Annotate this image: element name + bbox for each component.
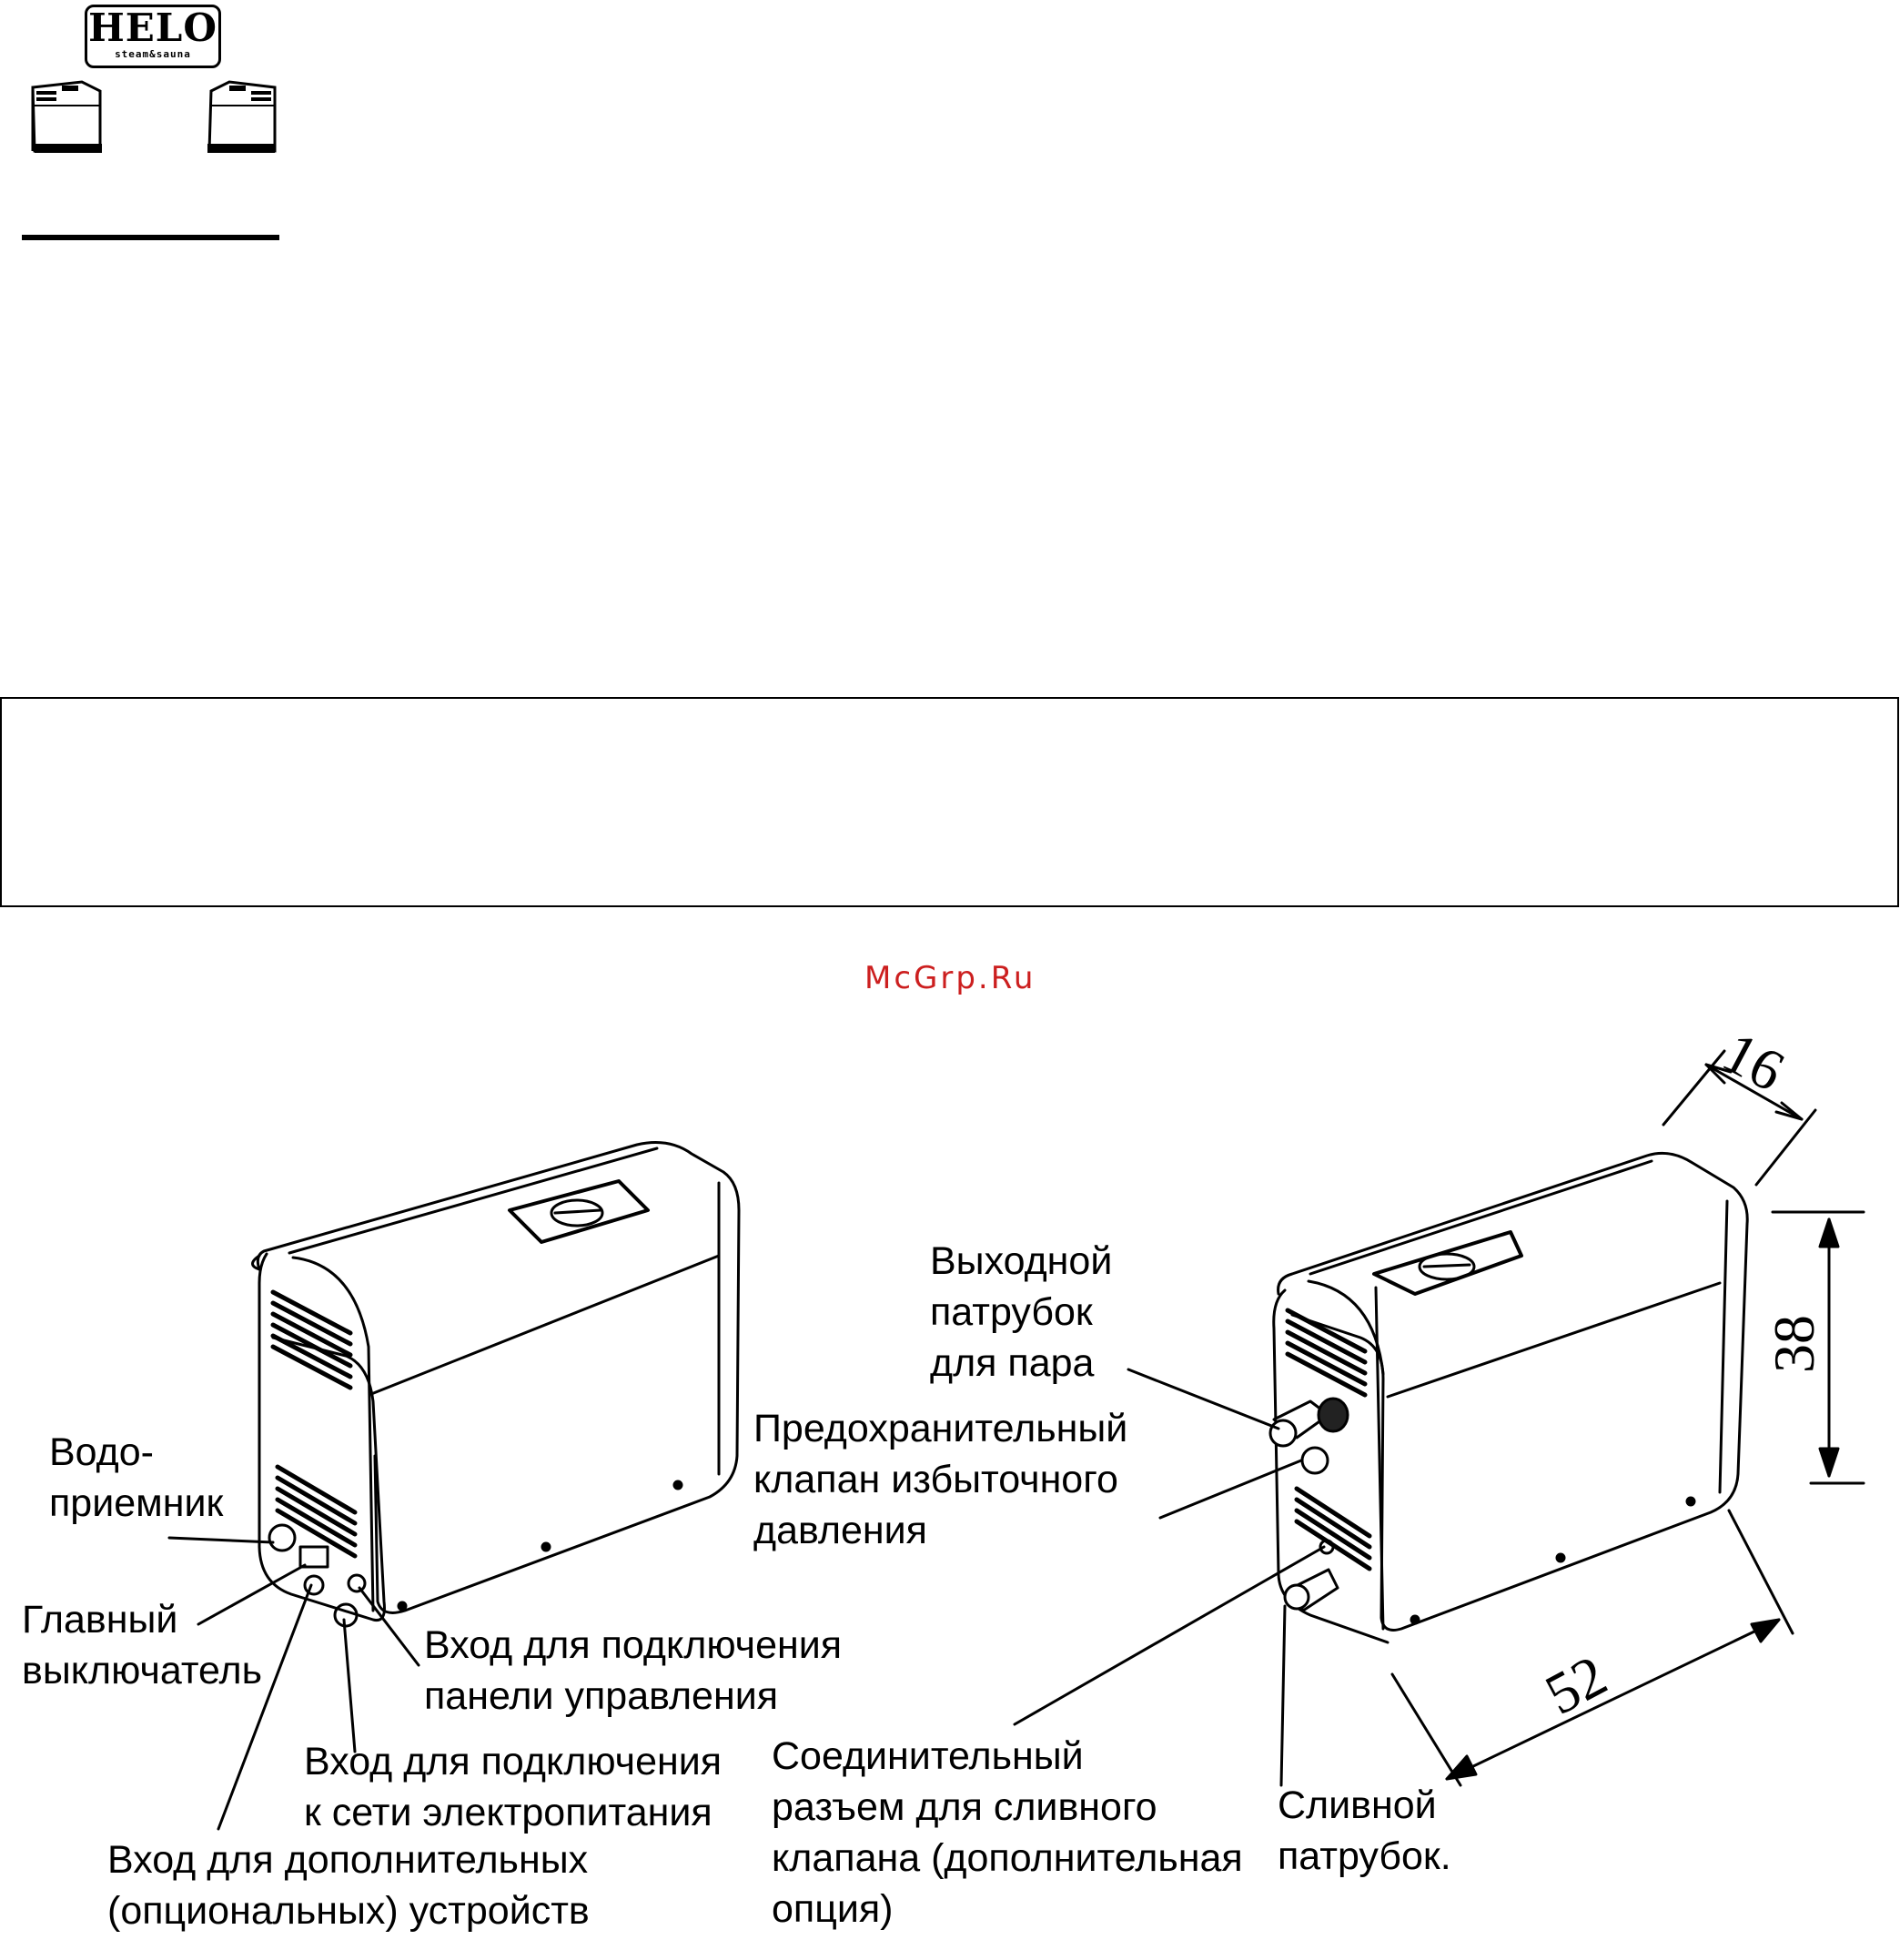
empty-frame [0,697,1899,907]
dimension-height: 38 [1762,1315,1826,1373]
label-line: Главный [22,1598,178,1642]
label-steam-outlet [930,1236,1112,1389]
label-optional-input [107,1834,590,1936]
generator-thumbnail-right [202,78,280,155]
label-line: Выходной [930,1239,1113,1283]
generator-thumbnail-left [27,78,106,155]
label-line: Соединительный [772,1734,1084,1778]
label-control-panel-input [424,1620,842,1722]
label-line: Водо- [49,1430,154,1474]
label-drain-pipe [1278,1780,1451,1882]
label-line: патрубок [930,1290,1093,1334]
label-safety-valve [753,1403,1127,1556]
label-water-inlet [49,1427,223,1529]
logo-subtitle: steam&sauna [115,48,191,60]
label-line: давления [753,1509,927,1552]
dimension-depth: 16 [1713,1019,1795,1104]
label-line: патрубок. [1278,1834,1451,1878]
dimension-length: 52 [1534,1642,1617,1727]
label-line: разъем для сливного [772,1785,1157,1829]
label-main-switch [22,1594,262,1696]
label-line: Предохранительный [753,1407,1128,1450]
label-line: к сети электропитания [304,1791,712,1834]
label-power-input [304,1736,722,1838]
label-line: панели управления [424,1674,779,1718]
label-line: опция) [772,1887,894,1931]
label-line: клапана (дополнительная [772,1836,1243,1880]
label-line: Сливной [1278,1783,1437,1827]
header-rule [22,235,279,240]
label-line: Вход для дополнительных [107,1838,589,1882]
right-generator-unit [1015,1051,1864,1785]
left-generator-unit [169,1143,739,1829]
label-line: выключатель [22,1649,263,1692]
helo-logo [85,5,221,68]
label-line: для пара [930,1341,1095,1385]
label-drain-connector [772,1731,1243,1935]
label-line: Вход для подключения [424,1623,843,1667]
watermark: McGrp.Ru [864,960,1036,996]
label-line: клапан избыточного [753,1458,1118,1501]
label-line: (опциональных) устройств [107,1889,590,1933]
logo-word: HELO [88,5,217,50]
label-line: приемник [49,1481,224,1525]
label-line: Вход для подключения [304,1740,723,1783]
